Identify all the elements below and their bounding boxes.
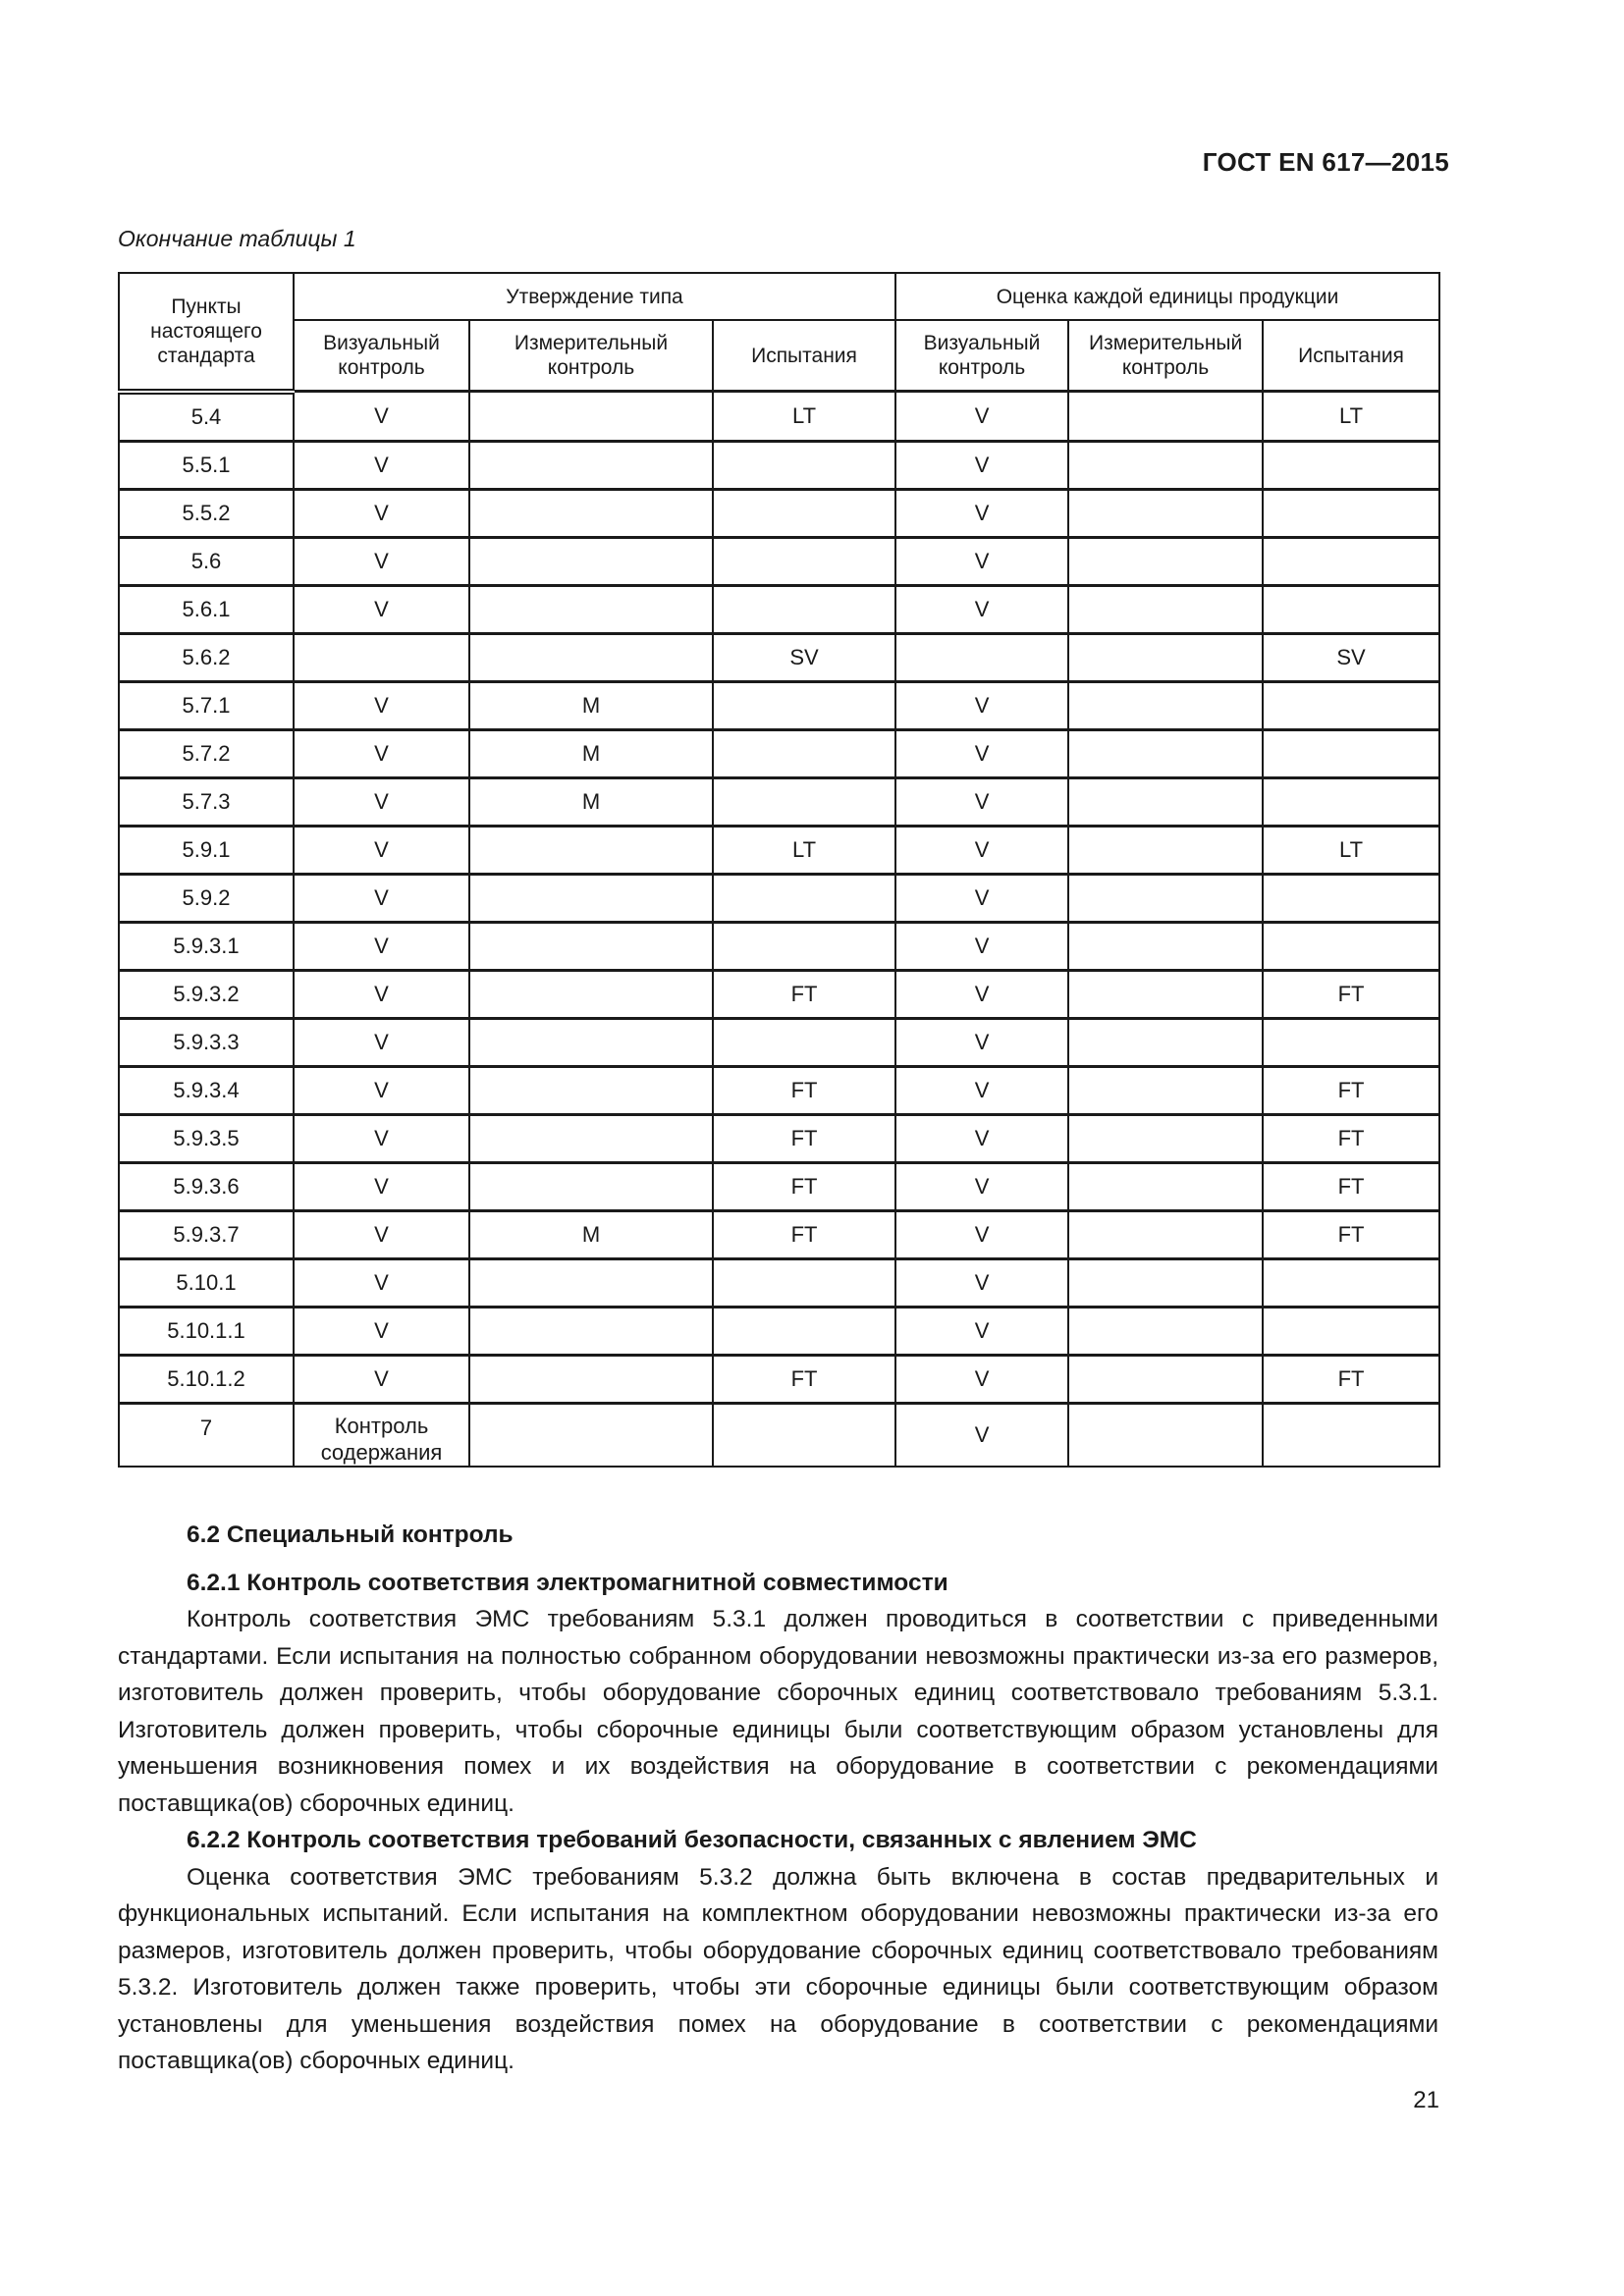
table-cell — [469, 441, 713, 489]
table-cell — [1068, 392, 1263, 442]
table-cell: V — [895, 1018, 1068, 1066]
table-cell — [1068, 826, 1263, 874]
table-cell — [1068, 729, 1263, 777]
table-row — [119, 633, 1439, 681]
table-cell — [1068, 441, 1263, 489]
table-cell — [1263, 1258, 1439, 1307]
table-cell — [1263, 681, 1439, 729]
table-cell: LT — [1263, 826, 1439, 874]
clause-cell: 5.9.3.4 — [119, 1066, 294, 1114]
table-cell: M — [469, 681, 713, 729]
table-cell — [469, 1307, 713, 1355]
table-cell — [1068, 970, 1263, 1018]
table-cell — [1263, 489, 1439, 537]
table-row — [119, 1018, 1439, 1066]
table-cell: V — [895, 826, 1068, 874]
col-header-tests: Испытания — [713, 320, 895, 392]
table-row — [119, 1066, 1439, 1114]
table-cell — [713, 537, 895, 585]
table-row — [119, 1403, 1439, 1467]
table-row — [119, 1307, 1439, 1355]
table-row — [119, 1210, 1439, 1258]
table-cell: V — [895, 922, 1068, 970]
table-cell: FT — [1263, 970, 1439, 1018]
col-header-clause: Пункты настоящего стандарта — [119, 273, 294, 392]
table-cell: FT — [1263, 1114, 1439, 1162]
table-cell: V — [895, 1307, 1068, 1355]
table-row — [119, 489, 1439, 537]
table-cell: V — [294, 1258, 469, 1307]
table-cell — [1068, 537, 1263, 585]
clause-cell: 5.10.1.2 — [119, 1355, 294, 1403]
col-header-measure: Измерительный контроль — [469, 320, 713, 392]
table-cell: V — [895, 441, 1068, 489]
clause-cell: 5.10.1.1 — [119, 1307, 294, 1355]
table-cell — [469, 1258, 713, 1307]
section-heading-6-2-1: 6.2.1 Контроль соответствия электромагнитной совместимости — [187, 1569, 948, 1596]
table-cell — [1263, 1403, 1439, 1467]
table-cell — [1263, 729, 1439, 777]
table-cell: V — [294, 1210, 469, 1258]
document-code: ГОСТ EN 617—2015 — [1202, 147, 1449, 177]
table-cell — [469, 1162, 713, 1210]
table-cell — [713, 1307, 895, 1355]
table-caption: Окончание таблицы 1 — [118, 226, 356, 251]
table-cell: V — [895, 1066, 1068, 1114]
table-cell: FT — [1263, 1162, 1439, 1210]
table-cell: FT — [713, 1066, 895, 1114]
table-cell: V — [895, 1210, 1068, 1258]
clause-cell: 5.7.2 — [119, 729, 294, 777]
table-cell — [1068, 1355, 1263, 1403]
table-row — [119, 1114, 1439, 1162]
table-cell — [1068, 489, 1263, 537]
table-cell: V — [895, 1258, 1068, 1307]
clause-cell: 5.6.2 — [119, 633, 294, 681]
table-cell: V — [294, 392, 469, 442]
table-cell: FT — [1263, 1210, 1439, 1258]
table-cell — [1068, 681, 1263, 729]
inspection-table — [118, 272, 1440, 1468]
table-row — [119, 922, 1439, 970]
table-cell — [1263, 1018, 1439, 1066]
table-cell: FT — [1263, 1355, 1439, 1403]
table-cell — [469, 537, 713, 585]
table-cell: FT — [713, 1162, 895, 1210]
table-cell — [713, 441, 895, 489]
table-cell: V — [294, 970, 469, 1018]
clause-cell: 5.9.3.3 — [119, 1018, 294, 1066]
table-cell: FT — [713, 970, 895, 1018]
table-cell: V — [895, 729, 1068, 777]
table-cell — [469, 1403, 713, 1467]
table-cell — [1263, 441, 1439, 489]
table-cell — [895, 633, 1068, 681]
col-header-visual: Визуальный контроль — [294, 320, 469, 392]
table-row — [119, 392, 1439, 442]
clause-cell: 5.9.3.6 — [119, 1162, 294, 1210]
table-cell: LT — [713, 826, 895, 874]
table-cell: V — [294, 681, 469, 729]
clause-cell: 5.7.3 — [119, 777, 294, 826]
table-cell — [1068, 1307, 1263, 1355]
table-cell — [1263, 922, 1439, 970]
table-cell: V — [294, 1114, 469, 1162]
table-cell: LT — [713, 392, 895, 442]
table-cell: V — [895, 970, 1068, 1018]
group-header-type-approval: Утверждение типа — [294, 273, 895, 320]
table-cell: V — [895, 1403, 1068, 1467]
table-cell — [713, 1403, 895, 1467]
table-cell: SV — [1263, 633, 1439, 681]
group-header-each-unit: Оценка каждой единицы продукции — [895, 273, 1439, 320]
clause-cell: 5.10.1 — [119, 1258, 294, 1307]
table-cell — [1263, 537, 1439, 585]
page-number: 21 — [1413, 2087, 1439, 2113]
table-cell: V — [294, 441, 469, 489]
table-cell: FT — [1263, 1066, 1439, 1114]
table-cell — [469, 970, 713, 1018]
table-cell — [469, 1018, 713, 1066]
table-body — [119, 392, 1439, 1467]
table-row — [119, 537, 1439, 585]
clause-cell: 5.6 — [119, 537, 294, 585]
table-row — [119, 777, 1439, 826]
table-cell — [1068, 874, 1263, 922]
table-cell: V — [294, 1355, 469, 1403]
table-cell — [713, 681, 895, 729]
table-cell — [1263, 777, 1439, 826]
clause-cell: 5.7.1 — [119, 681, 294, 729]
table-cell: V — [294, 874, 469, 922]
table-cell — [1068, 922, 1263, 970]
col-header-tests: Испытания — [1263, 320, 1439, 392]
clause-cell: 5.6.1 — [119, 585, 294, 633]
table-cell: V — [895, 537, 1068, 585]
section-heading-6-2-2: 6.2.2 Контроль соответствия требований безопасности, связанных с явлением ЭМС — [187, 1827, 1197, 1853]
table-cell — [469, 1066, 713, 1114]
table-cell — [294, 633, 469, 681]
table-cell — [469, 874, 713, 922]
table-cell: V — [895, 777, 1068, 826]
table-cell — [1068, 777, 1263, 826]
table-cell: V — [294, 1162, 469, 1210]
section-paragraph-6-2-1: Контроль соответствия ЭМС требованиям 5.3.1 должен проводиться в соответствии с приведенными стандартами. Если испытания на полностью собранном оборудовании невозможны практически из-за его размеров, изготовитель должен проверить, чтобы оборудование сборочных единиц соответствовало требованиям 5.3.1. Изготовитель должен проверить, чтобы сборочные единицы были соответствующим образом установлены для уменьшения возникновения помех и их воздействия на оборудование в соответствии с рекомендациями поставщика(ов) сборочных единиц. — [118, 1606, 1438, 1817]
table-row — [119, 441, 1439, 489]
clause-cell: 5.9.3.5 — [119, 1114, 294, 1162]
col-header-measure: Измерительный контроль — [1068, 320, 1263, 392]
table-cell: FT — [713, 1114, 895, 1162]
clause-cell: 5.5.2 — [119, 489, 294, 537]
table-cell: M — [469, 1210, 713, 1258]
clause-cell: 7 — [119, 1403, 294, 1467]
table-cell — [469, 585, 713, 633]
table-cell — [469, 1355, 713, 1403]
table-cell: V — [294, 729, 469, 777]
clause-cell: 5.9.1 — [119, 826, 294, 874]
table-cell: M — [469, 729, 713, 777]
table-cell: V — [895, 1162, 1068, 1210]
table-cell: V — [294, 489, 469, 537]
clause-cell: 5.5.1 — [119, 441, 294, 489]
table-cell — [713, 874, 895, 922]
table-cell — [1068, 1114, 1263, 1162]
table-row — [119, 874, 1439, 922]
table-cell — [469, 633, 713, 681]
table-cell — [1068, 1258, 1263, 1307]
table-cell: V — [895, 681, 1068, 729]
table-cell — [1263, 1307, 1439, 1355]
table-cell: V — [294, 826, 469, 874]
table-cell: V — [294, 537, 469, 585]
table-cell — [1068, 633, 1263, 681]
table-row — [119, 1162, 1439, 1210]
table-cell — [713, 585, 895, 633]
table-cell — [1068, 1210, 1263, 1258]
table-cell: V — [895, 392, 1068, 442]
table-row — [119, 970, 1439, 1018]
table-cell: Контроль содержания — [294, 1403, 469, 1467]
table-cell — [713, 729, 895, 777]
table-cell — [469, 922, 713, 970]
table-cell — [469, 489, 713, 537]
table-row — [119, 681, 1439, 729]
table-cell — [1068, 1162, 1263, 1210]
table-cell — [1068, 1403, 1263, 1467]
table-row — [119, 1258, 1439, 1307]
table-cell — [469, 1114, 713, 1162]
table-cell: M — [469, 777, 713, 826]
table-cell — [713, 777, 895, 826]
table-cell: FT — [713, 1210, 895, 1258]
table-cell — [469, 826, 713, 874]
table-cell: V — [294, 1066, 469, 1114]
table-row — [119, 826, 1439, 874]
clause-cell: 5.9.2 — [119, 874, 294, 922]
table-cell — [469, 392, 713, 442]
clause-cell: 5.4 — [119, 392, 294, 442]
table-cell — [713, 489, 895, 537]
table-cell: V — [895, 1114, 1068, 1162]
table-row — [119, 1355, 1439, 1403]
table-cell: LT — [1263, 392, 1439, 442]
col-header-visual: Визуальный контроль — [895, 320, 1068, 392]
table-cell: V — [294, 1307, 469, 1355]
table-cell: V — [895, 585, 1068, 633]
table-cell — [713, 922, 895, 970]
table-cell: SV — [713, 633, 895, 681]
table-cell: V — [294, 922, 469, 970]
table-row — [119, 585, 1439, 633]
table-cell — [1263, 585, 1439, 633]
table-cell — [1263, 874, 1439, 922]
table-cell: FT — [713, 1355, 895, 1403]
table-cell — [1068, 1018, 1263, 1066]
table-cell: V — [294, 585, 469, 633]
table-cell — [713, 1258, 895, 1307]
clause-cell: 5.9.3.1 — [119, 922, 294, 970]
table-row — [119, 729, 1439, 777]
table-cell — [1068, 1066, 1263, 1114]
table-cell: V — [294, 1018, 469, 1066]
sections — [118, 1517, 1438, 2080]
table-cell: V — [294, 777, 469, 826]
clause-cell: 5.9.3.7 — [119, 1210, 294, 1258]
table-cell: V — [895, 874, 1068, 922]
clause-cell: 5.9.3.2 — [119, 970, 294, 1018]
table-cell: V — [895, 489, 1068, 537]
table-cell — [1068, 585, 1263, 633]
table-cell — [713, 1018, 895, 1066]
section-paragraph-6-2-2: Оценка соответствия ЭМС требованиям 5.3.2 должна быть включена в состав предварительных и функциональных испытаний. Если испытания на комплектном оборудовании невозможны практически из-за его размеров, изготовитель должен проверить, чтобы оборудование сборочных единиц соответствовало требованиям 5.3.2. Изготовитель должен также проверить, чтобы эти сборочные единицы были соответствующим образом установлены для уменьшения воздействия помех на оборудование в соответствии с рекомендациями поставщика(ов) сборочных единиц. — [118, 1863, 1438, 2074]
section-heading-6-2: 6.2 Специальный контроль — [187, 1522, 514, 1548]
table-cell: V — [895, 1355, 1068, 1403]
